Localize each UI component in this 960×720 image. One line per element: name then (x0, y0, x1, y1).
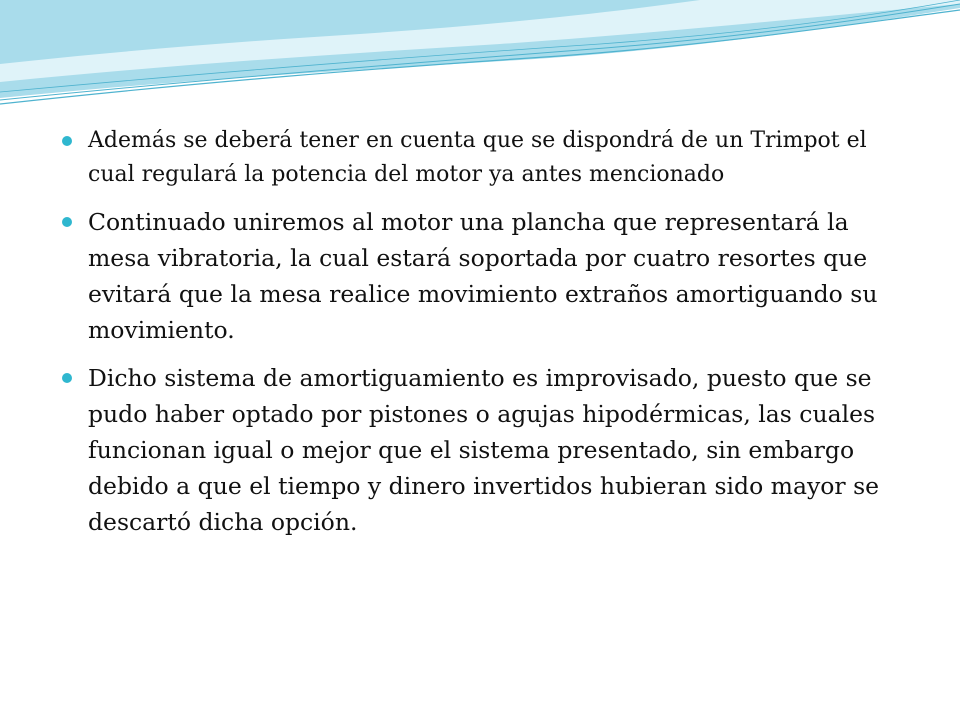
bullet-dot-icon (62, 136, 72, 146)
bullet-item (62, 204, 912, 348)
bullet-item (62, 360, 912, 540)
bullet-text: Además se deberá tener en cuenta que se dispondrá de un Trimpot el cual regulará la potencia del motor ya antes mencionado (88, 128, 867, 187)
bullet-dot-icon (62, 373, 72, 383)
bullet-list (62, 124, 912, 540)
bullet-item (62, 124, 912, 192)
bullet-text: Dicho sistema de amortiguamiento es improvisado, puesto que se pudo haber optado por pistones o agujas hipodérmicas, las cuales funcionan igual o mejor que el sistema presentado, sin embargo debido a que el tiempo y dinero invertidos hubieran sido mayor se descartó dicha opción. (88, 364, 880, 536)
wave-header-decoration (0, 0, 960, 130)
slide-content (62, 124, 912, 552)
bullet-dot-icon (62, 217, 72, 227)
bullet-text: Continuado uniremos al motor una plancha que representará la mesa vibratoria, la cual estará soportada por cuatro resortes que evitará que la mesa realice movimiento extraños amortiguando su movimiento. (88, 208, 878, 344)
